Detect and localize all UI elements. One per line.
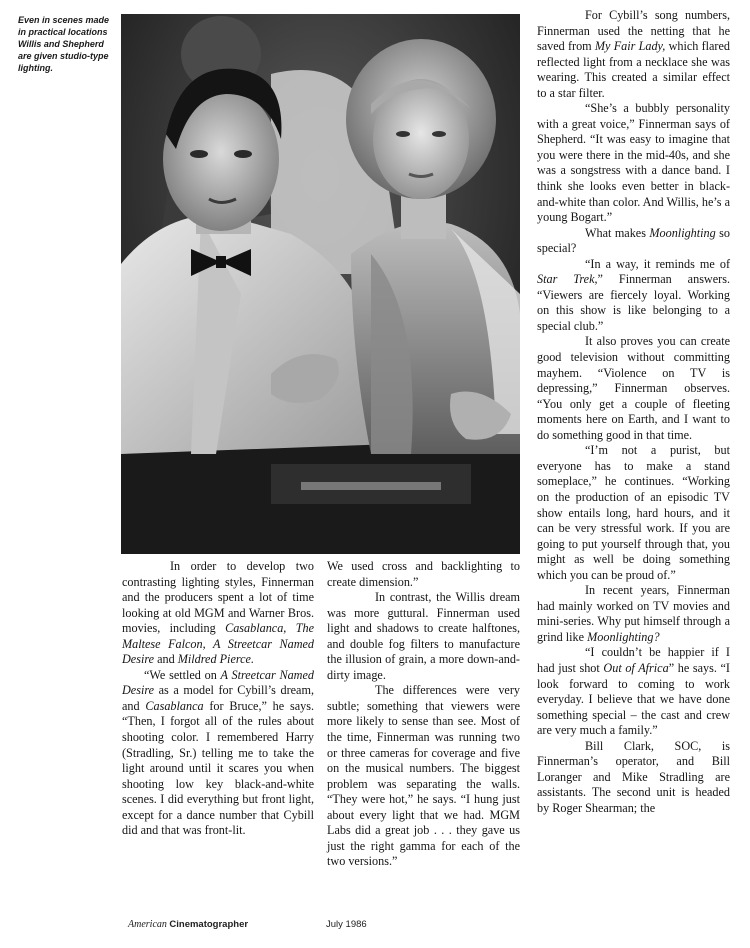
paragraph: In contrast, the Willis dream was more guttural. Finnerman used light and shadows to create halftones, and double fog filters to manufacture the illusion of grain, a more down-and-dirty image.	[327, 590, 520, 682]
paragraph	[537, 645, 730, 738]
magazine-name-bold: Cinematographer	[169, 919, 249, 930]
paragraph	[537, 583, 730, 645]
italic-title: Moonlighting?	[587, 629, 660, 644]
italic-title: Star Trek,	[537, 272, 598, 287]
text-run: “In a way, it reminds me of	[585, 256, 730, 271]
film-still-photo	[121, 14, 520, 554]
text-run: and	[154, 652, 178, 667]
italic-title: Moonlighting	[649, 225, 716, 240]
paragraph: “I’m not a purist, but everyone has to make a stand someplace,” he continues. “Working on the production of an episodic TV show entails long, hard hours, and it can be very stressful work. If you are going to put yourself through that, you might as well be doing something which you can be proud of.”	[537, 443, 730, 582]
paragraph: The differences were very subtle; something that viewers were more likely to sense than see. Most of the time, Finnerman was running two or three cameras for coverage and five on the musical numbers. The biggest problem was separating the walls. “They were hot,” he says. “I hung just about every light that we had. MGM Labs did a great job . . . they gave us just the right gamma for each of the two versions.”	[327, 683, 520, 869]
paragraph: “She’s a bubbly personality with a great voice,” Finnerman says of Shepherd. “It was easy to imagine that you were there in the mid-40s, and she was a songstress with a dance band. I think she looks even better in black-and-white than color. And Willis, he’s a young Bogart.”	[537, 101, 730, 225]
issue-date: July 1986	[326, 919, 367, 930]
paragraph	[537, 257, 730, 335]
paragraph	[537, 226, 730, 257]
magazine-name	[128, 919, 248, 930]
italic-title: Casablanca, The Maltese Falcon, A Streetcar Named Desire	[122, 621, 315, 667]
text-column-1	[122, 559, 314, 839]
text-run: ” Finnerman answers. “Viewers are fiercely loyal. Working on this show is like belonging to a special club.”	[537, 272, 730, 333]
text-run: as a model for Cybill’s dream, and	[122, 683, 314, 713]
paragraph: Bill Clark, SOC, is Finnerman’s operator, and Bill Loranger and Mike Stradling are assistants. The second unit is headed by Roger Shearman; the	[537, 738, 730, 815]
photo-caption: Even in scenes made in practical locations Willis and Shepherd are given studio-type lighting.	[18, 15, 110, 73]
magazine-name-italic: American	[128, 919, 167, 930]
italic-title: A Streetcar Named Desire	[122, 667, 314, 698]
text-run: What makes	[585, 225, 650, 240]
text-run: In recent years, Finnerman had mainly worked on TV movies and mini-series. Why put himself through a grind like	[537, 583, 730, 644]
text-run: which flared reflected light from a necklace she was wearing. This created a similar effect to a star filter.	[537, 39, 730, 100]
paragraph	[122, 559, 314, 668]
paragraph: We used cross and backlighting to create dimension.”	[327, 559, 520, 589]
text-run: In order to develop two contrasting lighting styles, Finnerman and the producers spent a lot of time looking at old MGM and Warner Bros. movies, including	[122, 559, 314, 636]
italic-title: Casablanca	[145, 698, 204, 713]
paragraph	[122, 668, 314, 839]
italic-title: My Fair Lady,	[594, 39, 666, 54]
text-run: for Bruce,” he says. “Then, I forgot all of the rules about shooting color. I remembered Harry (Stradling, Sr.) telling me to take the light around until it scares you when shooting low key black-and-white scenes. I did everything but front light, except for a dance number that Cybill did and that was front-lit.	[122, 698, 314, 838]
text-run: “We settled on	[144, 667, 221, 682]
paragraph: It also proves you can create good television without committing mayhem. “Violence on TV is depressing,” Finnerman observes. “You only get a couple of fleeting moments here on Earth, and I want to do something good in that time.	[537, 334, 730, 442]
italic-title: Out of Africa	[603, 660, 669, 675]
photo-image	[121, 14, 520, 554]
text-run: “I couldn’t be happier if I had just shot	[537, 645, 730, 675]
text-column-2	[327, 559, 520, 870]
text-run: For Cybill’s song numbers, Finnerman used the netting that he saved from	[537, 8, 730, 54]
text-run: so special?	[537, 225, 730, 256]
italic-title: Mildred Pierce.	[177, 652, 255, 667]
paragraph	[537, 8, 730, 101]
text-column-3	[537, 8, 730, 816]
text-run: ” he says. “I look forward to coming to work everyday. I believe that we have done something special – the cast and crew are very much a family.”	[537, 660, 730, 738]
